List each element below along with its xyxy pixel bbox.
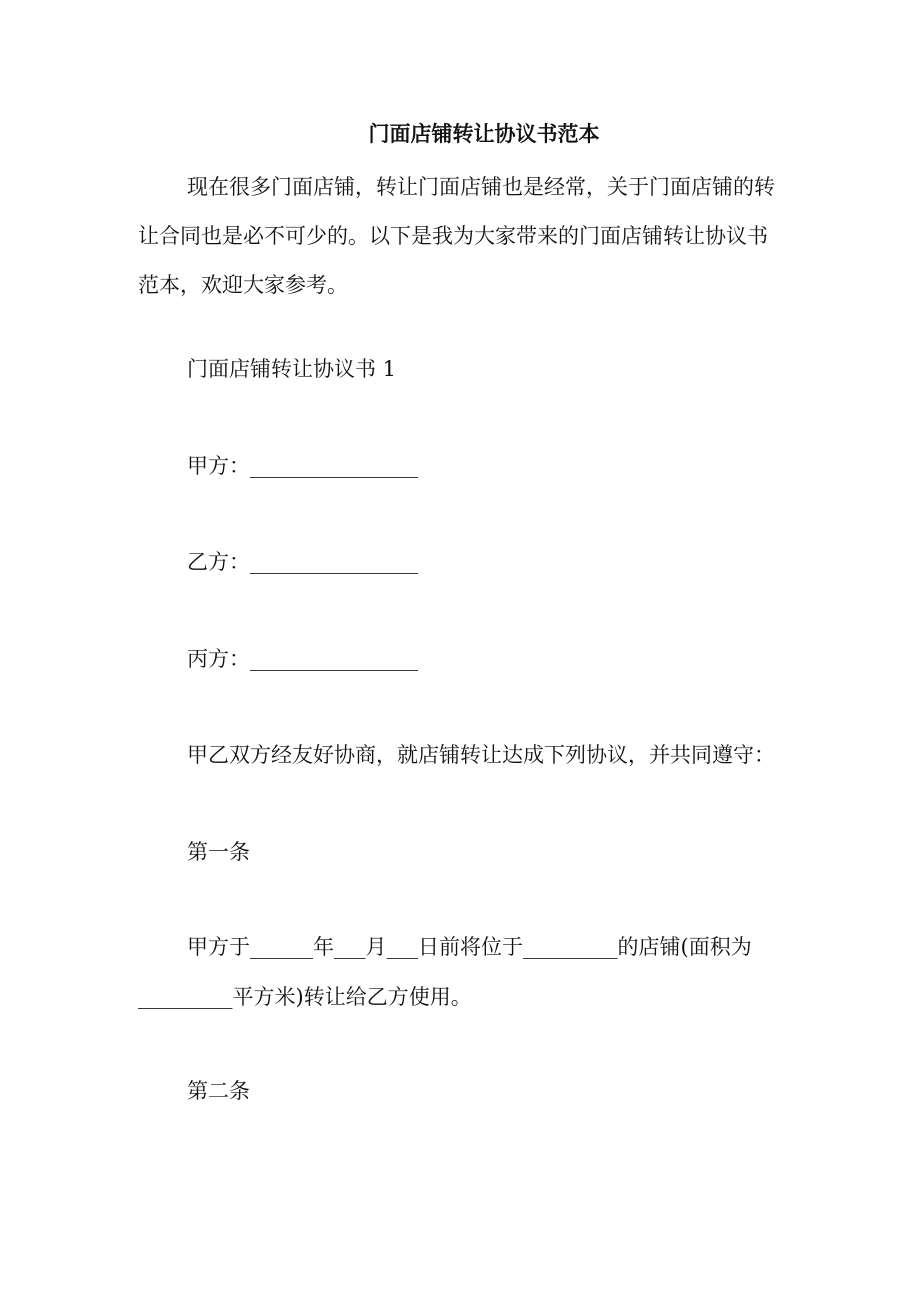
intro-line-1: 现在很多门面店铺，转让门面店铺也是经常，关于门面店铺的转 [187, 175, 775, 199]
document-title: 门面店铺转让协议书范本 [368, 121, 600, 146]
party-a-line: 甲方：________________ [187, 454, 418, 478]
article-2-heading: 第二条 [187, 1079, 250, 1103]
intro-line-3: 范本，欢迎大家参考。 [138, 273, 348, 297]
article-1-heading: 第一条 [187, 840, 250, 864]
party-c-line: 丙方：________________ [187, 647, 418, 671]
article-1-line-2: _________平方米)转让给乙方使用。 [138, 985, 472, 1009]
article-1-line-1: 甲方于______年___月___日前将位于_________的店铺(面积为 [187, 935, 752, 959]
agreement-statement: 甲乙双方经友好协商，就店铺转让达成下列协议，并共同遵守： [187, 743, 775, 767]
party-b-line: 乙方：________________ [187, 550, 418, 574]
section-heading: 门面店铺转让协议书 1 [187, 357, 397, 381]
intro-line-2: 让合同也是必不可少的。以下是我为大家带来的门面店铺转让协议书 [138, 224, 768, 248]
